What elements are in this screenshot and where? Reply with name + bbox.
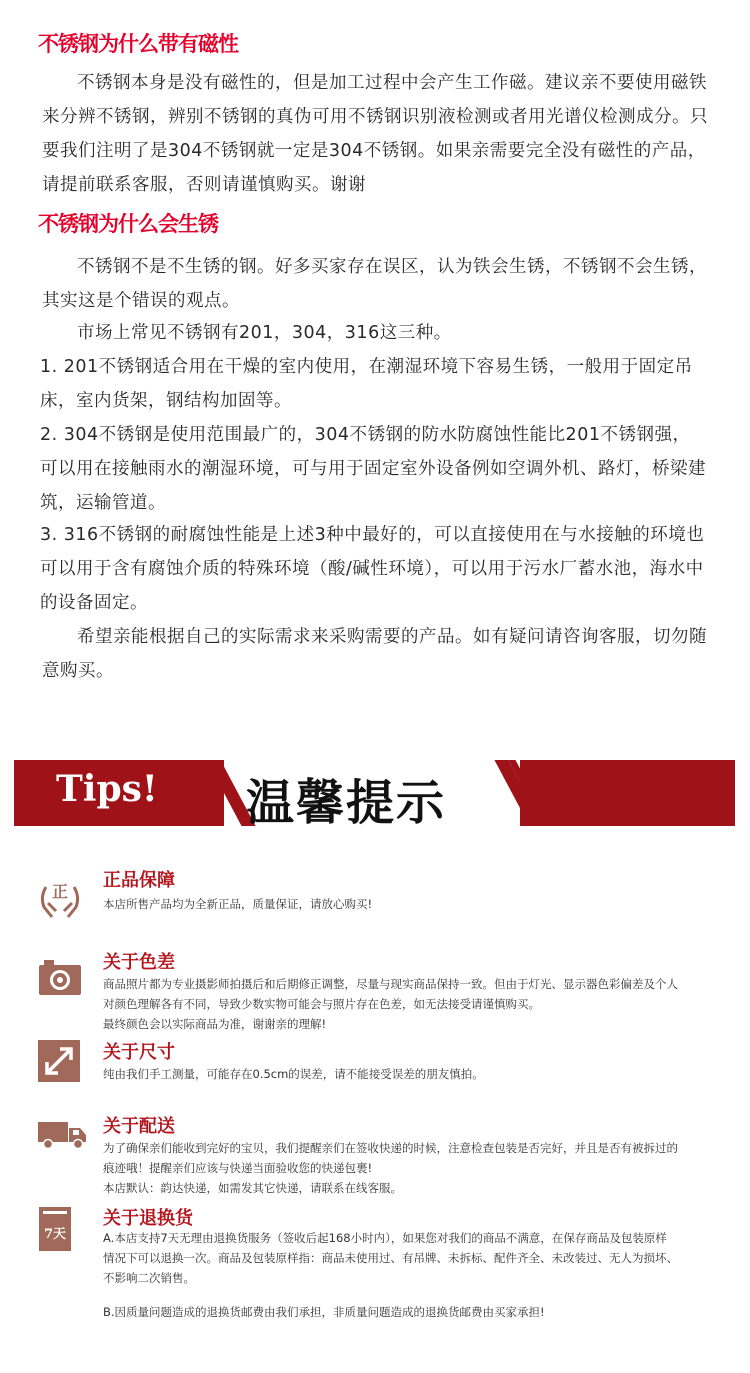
- list-item-201: 1. 201不锈钢适合用在干燥的室内使用，在潮湿环境下容易生锈，一般用于固定吊床，室内货架，钢结构加固等。: [40, 357, 693, 411]
- section-heading-rust: 不锈钢为什么会生锈: [38, 212, 218, 236]
- genuine-hands-icon: [38, 873, 82, 917]
- tip-line: A.本店支持7天无理由退换货服务（签收后起168小时内），如果您对我们的商品不满意，在保存商品及包装原样: [103, 1231, 667, 1245]
- paragraph-closing: 希望亲能根据自己的实际需求来采购需要的产品。如有疑问请咨询客服，切勿随意购买。: [42, 627, 707, 681]
- seven-day-return-icon: [38, 1206, 72, 1250]
- list-item-316: 3. 316不锈钢的耐腐蚀性能是上述3种中最好的，可以直接使用在与水接触的环境也可以用于含有腐蚀介质的特殊环境（酸/碱性环境），可以用于污水厂蓄水池，海水中的设备固定。: [40, 525, 705, 613]
- tips-label: Tips!: [56, 768, 158, 810]
- delivery-truck-icon: [38, 1118, 88, 1162]
- tip-body-color: [103, 974, 733, 1034]
- tip-title-returns: 关于退换货: [103, 1208, 193, 1229]
- list-item-304: 2. 304不锈钢是使用范围最广的，304不锈钢的防水防腐蚀性能比201不锈钢强，可以用在接触雨水的潮湿环境，可与用于固定室外设备例如空调外机、路灯，桥梁建筑，运输管道。: [40, 425, 706, 513]
- paragraph-magnetism: 不锈钢本身是没有磁性的，但是加工过程中会产生工作磁。建议亲不要使用磁铁来分辨不锈钢，辨别不锈钢的真伪可用不锈钢识别液检测或者用光谱仪检测成分。只要我们注明了是304不锈钢就一定是304不锈钢。如果亲需要完全没有磁性的产品，请提前联系客服，否则请谨慎购买。谢谢: [42, 73, 708, 195]
- tip-line: 不影响二次销售。: [103, 1271, 195, 1285]
- tip-body-genuine: [103, 894, 733, 914]
- tip-line: 最终颜色会以实际商品为准，谢谢亲的理解!: [103, 1017, 327, 1031]
- tip-line: 痕迹哦！提醒亲们应该与快递当面验收您的快递包裹!: [103, 1161, 373, 1175]
- tip-title-color: 关于色差: [103, 952, 175, 973]
- camera-icon: [38, 957, 82, 1001]
- tip-title-size: 关于尺寸: [103, 1042, 175, 1063]
- section-heading-magnetism: 不锈钢为什么带有磁性: [38, 32, 238, 56]
- paragraph-rust-intro: 不锈钢不是不生锈的钢。好多买家存在误区，认为铁会生锈，不锈钢不会生锈，其实这是个错误的观点。: [42, 257, 707, 311]
- tip-body-returns-extra: B.因质量问题造成的退换货邮费由我们承担，非质量问题造成的退换货邮费由买家承担!: [103, 1305, 545, 1319]
- tip-line: 本店所售产品均为全新正品，质量保证，请放心购买!: [103, 897, 373, 911]
- banner-title: 温馨提示: [246, 775, 447, 831]
- genuine-icon-char: 正: [51, 882, 69, 901]
- tip-body-size: [103, 1064, 733, 1084]
- resize-arrow-icon: [38, 1040, 82, 1084]
- tip-body-delivery: [103, 1138, 733, 1198]
- tip-line: 对颜色理解各有不同，导致少数实物可能会与照片存在色差，如无法接受请谨慎购买。: [103, 997, 540, 1011]
- tip-line: 商品照片都为专业摄影师拍摄后和后期修正调整，尽量与现实商品保持一致。但由于灯光、显示器色彩偏差及个人: [103, 977, 678, 991]
- paragraph-steel-types: 市场上常见不锈钢有201，304，316这三种。: [77, 323, 452, 343]
- tip-line: 本店默认：韵达快递，如需发其它快递，请联系在线客服。: [103, 1181, 402, 1195]
- tip-line: 为了确保亲们能收到完好的宝贝，我们提醒亲们在签收快递的时候，注意检查包装是否完好，并且是否有被拆过的: [103, 1141, 678, 1155]
- seven-day-icon-char: 7天: [43, 1227, 67, 1242]
- tip-line: 纯由我们手工测量，可能存在0.5cm的误差，请不能接受误差的朋友慎拍。: [103, 1067, 484, 1081]
- tips-banner-right: [520, 760, 735, 826]
- tip-body-returns: [103, 1228, 733, 1288]
- tip-title-delivery: 关于配送: [103, 1116, 175, 1137]
- tip-title-genuine: 正品保障: [103, 870, 175, 891]
- tip-line: 情况下可以退换一次。商品及包装原样指：商品未使用过、有吊牌、未拆标、配件齐全、未改装过、无人为损坏、: [103, 1251, 678, 1265]
